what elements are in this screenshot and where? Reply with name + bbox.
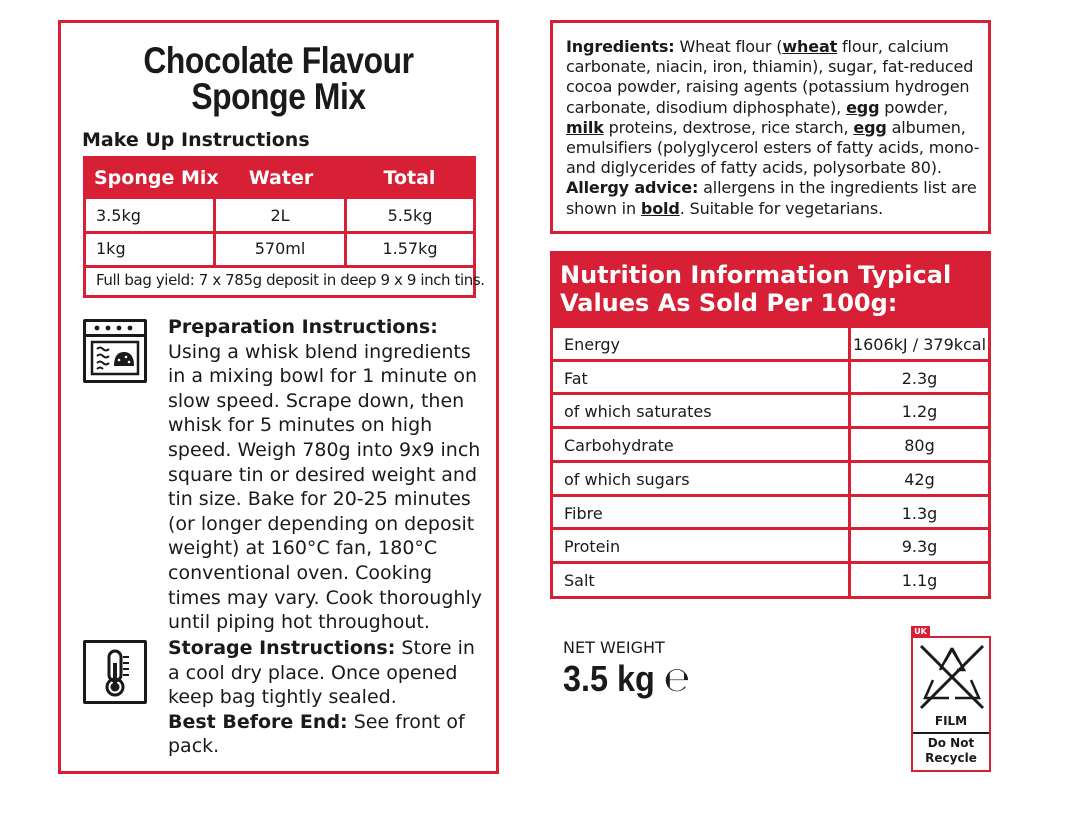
nutrition-row [553, 564, 988, 598]
nutrient-value: 9.3g [901, 537, 938, 557]
nutrient-value: 1.1g [901, 570, 938, 590]
nutrition-heading-line1: Nutrition Information Typical [560, 261, 952, 289]
nutrition-table [550, 251, 991, 599]
nutrient-value: 1.2g [901, 402, 938, 422]
best-before-text: See front of pack. [168, 710, 465, 758]
nutrient-name: Carbohydrate [564, 436, 674, 456]
col-water: Water [248, 167, 314, 189]
recycle-icon [919, 642, 985, 712]
recycle-instruction [913, 736, 989, 766]
nutrient-name: Fat [564, 368, 588, 388]
nutrient-name: Salt [564, 570, 595, 590]
nutrient-name: Protein [564, 537, 621, 557]
ingredients-part: albumen, emulsifiers (polyglycerol esters of fatty acids, mono- and diglycerides of fatty acids, polysorbate 80). [566, 117, 980, 178]
storage-text: Store in a cool dry place. Once opened keep bag tightly sealed. [168, 637, 475, 709]
best-before-heading: Best Before End: [168, 710, 348, 733]
nutrient-name: Energy [564, 335, 621, 354]
nutrition-row [553, 429, 988, 463]
makeup-heading: Make Up Instructions [82, 129, 310, 151]
ingredients-panel [550, 20, 991, 234]
oven-icon [83, 319, 147, 383]
ingredients-part: powder, [879, 97, 948, 117]
region-tag: UK [911, 626, 930, 638]
table-cell: 2L [270, 206, 290, 225]
ingredients-part: proteins, dextrose, rice starch, [603, 117, 854, 137]
allergy-text: allergens in the ingredients list are shown in [566, 178, 977, 218]
nutrient-value: 80g [904, 436, 935, 456]
nutrient-name: of which sugars [564, 469, 690, 489]
product-title-line2: Sponge Mix [191, 76, 366, 117]
storage-instructions [168, 636, 488, 759]
product-title [91, 40, 465, 117]
ingredients-text [566, 37, 986, 219]
allergen: egg [846, 97, 880, 117]
nutrient-value: 1.3g [901, 503, 938, 523]
ingredients-part: flour, calcium carbonate, niacin, iron, thiamin), sugar, fat-reduced cocoa powder, raising agents (potassium hydrogen carbonate, disodium diphosphate), [566, 37, 974, 117]
nutrition-row [553, 497, 988, 531]
table-cell: 1kg [96, 239, 126, 258]
ingredients-part: Wheat flour ( [679, 37, 783, 56]
net-weight-value [563, 658, 690, 700]
allergy-text: . Suitable for vegetarians. [679, 198, 884, 218]
nutrient-name: Fibre [564, 503, 603, 523]
nutrient-value: 1606kJ / 379kcal [852, 335, 987, 354]
makeup-table-header [86, 159, 473, 199]
nutrition-row [553, 362, 988, 396]
product-title-line1: Chocolate Flavour [143, 40, 414, 81]
col-sponge-mix: Sponge Mix [94, 167, 219, 189]
table-cell: 570ml [254, 239, 306, 258]
nutrition-row [553, 395, 988, 429]
recycle-instruction-line1: Do Not [927, 736, 975, 750]
net-weight-label: NET WEIGHT [563, 638, 665, 657]
material-label: FILM [934, 714, 968, 728]
allergy-bold: bold [640, 198, 680, 218]
net-weight-amount: 3.5 kg [563, 658, 655, 699]
col-total: Total [383, 167, 436, 189]
allergen: egg [853, 117, 887, 137]
storage-heading: Storage Instructions: [168, 637, 396, 659]
allergen: wheat [782, 37, 838, 56]
preparation-instructions [168, 315, 488, 635]
nutrient-value: 2.3g [901, 368, 938, 388]
table-cell: 1.57kg [382, 239, 438, 258]
nutrient-value: 42g [904, 469, 935, 489]
nutrient-name: of which saturates [564, 402, 712, 422]
table-cell: 3.5kg [96, 206, 141, 225]
ingredients-heading: Ingredients: [566, 37, 675, 56]
allergy-heading: Allergy advice: [566, 178, 699, 198]
thermometer-icon [83, 640, 147, 704]
nutrition-heading-line2: Values As Sold Per 100g: [560, 289, 898, 317]
makeup-table [83, 156, 485, 298]
instructions-panel [58, 20, 499, 774]
bag-yield: Full bag yield: 7 x 785g deposit in deep 9 x 9 inch tins. [96, 271, 485, 289]
table-cell: 5.5kg [387, 206, 433, 225]
recycle-instruction-line2: Recycle [925, 751, 977, 765]
nutrition-heading [553, 254, 988, 328]
allergen: milk [566, 117, 604, 137]
recycling-frame [911, 636, 991, 772]
preparation-heading: Preparation Instructions: [168, 316, 438, 338]
preparation-text: Using a whisk blend ingredients in a mixing bowl for 1 minute on slow speed. Scrape down, then whisk for 5 minutes on high speed. Weigh 780g into 9x9 inch square tin or desired weight and tin size. Bake for 20-25 minutes (or longer depending on deposit weight) at 160°C fan, 180°C conventional oven. Cooking times may vary. Cook thoroughly until piping hot throughout. [168, 340, 482, 634]
nutrition-row [553, 328, 988, 362]
recycling-label [911, 626, 991, 772]
nutrition-row [553, 463, 988, 497]
estimated-sign-icon: ℮ [663, 660, 691, 700]
nutrition-row [553, 530, 988, 564]
